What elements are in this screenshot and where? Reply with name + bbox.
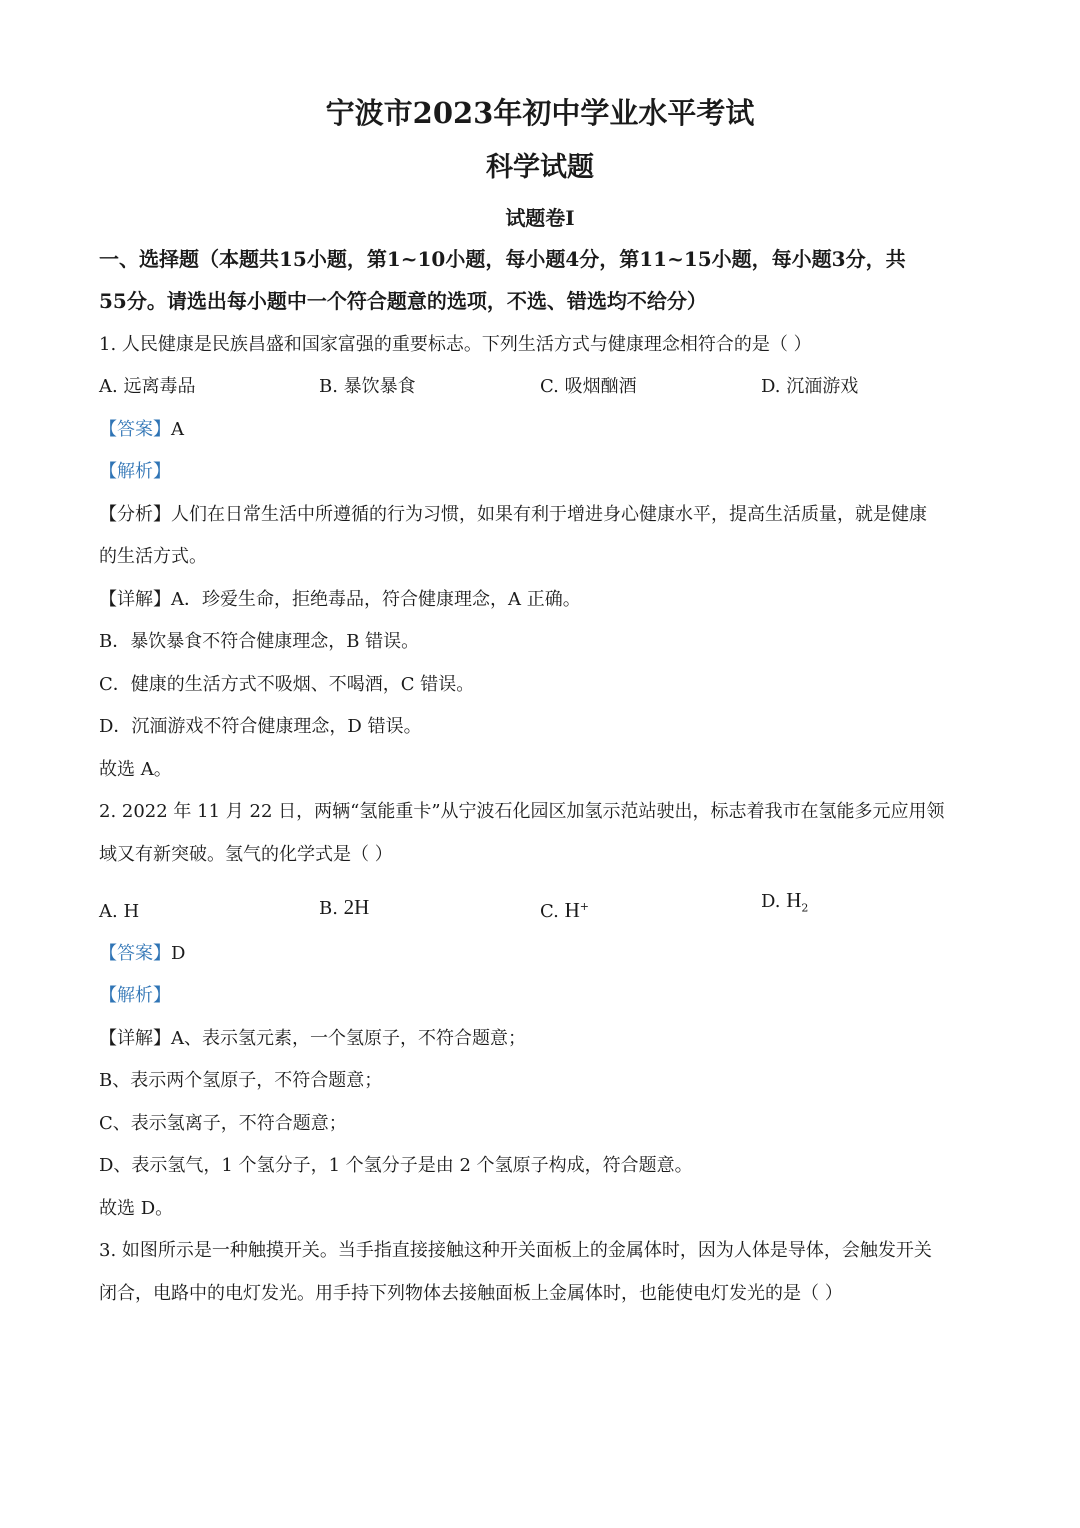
q2-analysis-heading xyxy=(99,984,171,1008)
exam-subtitle: 科学试题 xyxy=(486,152,594,183)
fenxi-tag: 【分析】 xyxy=(99,504,171,525)
formula-superscript: + xyxy=(579,900,589,913)
q1-fenxi-line2: 的生活方式。 xyxy=(99,546,207,567)
q2-conclusion: 故选 D。 xyxy=(99,1198,174,1219)
section-heading-line2: 55分。请选出每小题中一个符合题意的选项，不选、错选均不给分） xyxy=(99,289,707,313)
q2-stem-line2: 域又有新突破。氢气的化学式是（ ） xyxy=(99,844,393,865)
q2-stem-line1: 2. 2022 年 11 月 22 日，两辆“氢能重卡”从宁波石化园区加氢示范站驶出，标志着我市在氢能多元应用领 xyxy=(99,801,945,822)
q2-option-b xyxy=(319,895,369,921)
q2-option-c xyxy=(540,895,589,924)
option-label: D. xyxy=(761,891,787,912)
q3-stem-line2: 闭合，电路中的电灯发光。用手持下列物体去接触面板上金属体时，也能使电灯发光的是（ ） xyxy=(99,1283,843,1304)
q1-conclusion: 故选 A。 xyxy=(99,759,172,780)
q2-detail-a xyxy=(99,1027,526,1051)
detail-tag: 【详解】 xyxy=(99,589,171,610)
answer-tag: 【答案】 xyxy=(99,419,171,440)
q2-option-a: A. H xyxy=(99,901,140,922)
analysis-tag: 【解析】 xyxy=(99,985,171,1006)
q2-detail-c: C、表示氢离子，不符合题意； xyxy=(99,1113,347,1134)
answer-value: A xyxy=(171,419,184,440)
detail-text: A、表示氢元素，一个氢原子，不符合题意； xyxy=(171,1028,526,1049)
answer-tag: 【答案】 xyxy=(99,943,171,964)
section-heading-line1: 一、选择题（本题共15小题，第1~10小题，每小题4分，第11~15小题，每小题3分，共 xyxy=(99,247,906,271)
detail-tag: 【详解】 xyxy=(99,1028,171,1049)
q1-detail-b: B．暴饮暴食不符合健康理念，B 错误。 xyxy=(99,631,420,652)
q2-answer xyxy=(99,942,185,966)
formula-h: H xyxy=(786,888,802,912)
q1-detail-a xyxy=(99,588,581,612)
q1-option-d: D. 沉湎游戏 xyxy=(761,376,859,397)
formula-subscript: 2 xyxy=(801,901,809,915)
q1-detail-d: D．沉湎游戏不符合健康理念，D 错误。 xyxy=(99,716,422,737)
q3-stem-line1: 3. 如图所示是一种触摸开关。当手指直接接触这种开关面板上的金属体时，因为人体是导体，会触发开关 xyxy=(99,1240,932,1261)
q1-analysis-heading xyxy=(99,460,171,484)
formula-h: H xyxy=(564,898,580,922)
q2-detail-d: D、表示氢气，1 个氢分子，1 个氢分子是由 2 个氢原子构成，符合题意。 xyxy=(99,1155,693,1176)
q1-fenxi-line1 xyxy=(99,503,927,527)
q1-option-b: B. 暴饮暴食 xyxy=(319,376,416,397)
q1-option-a: A. 远离毒品 xyxy=(99,376,196,397)
q2-detail-b: B、表示两个氢原子，不符合题意； xyxy=(99,1070,383,1091)
analysis-tag: 【解析】 xyxy=(99,461,171,482)
q2-option-d xyxy=(761,888,808,921)
detail-text: A．珍爱生命，拒绝毒品，符合健康理念，A 正确。 xyxy=(171,589,581,610)
paper-part-label: 试题卷Ⅰ xyxy=(505,206,575,230)
q1-answer xyxy=(99,418,184,442)
q1-stem: 1. 人民健康是民族昌盛和国家富强的重要标志。下列生活方式与健康理念相符合的是（ ） xyxy=(99,334,812,355)
q1-option-c: C. 吸烟酗酒 xyxy=(540,376,637,397)
fenxi-text: 人们在日常生活中所遵循的行为习惯，如果有利于增进身心健康水平，提高生活质量，就是健康 xyxy=(171,504,927,525)
exam-title: 宁波市2023年初中学业水平考试 xyxy=(325,96,755,130)
formula-2h: 2H xyxy=(343,895,370,919)
option-label: B. xyxy=(319,898,344,919)
q1-detail-c: C．健康的生活方式不吸烟、不喝酒，C 错误。 xyxy=(99,674,475,695)
answer-value: D xyxy=(171,943,186,964)
option-label: C. xyxy=(540,901,565,922)
